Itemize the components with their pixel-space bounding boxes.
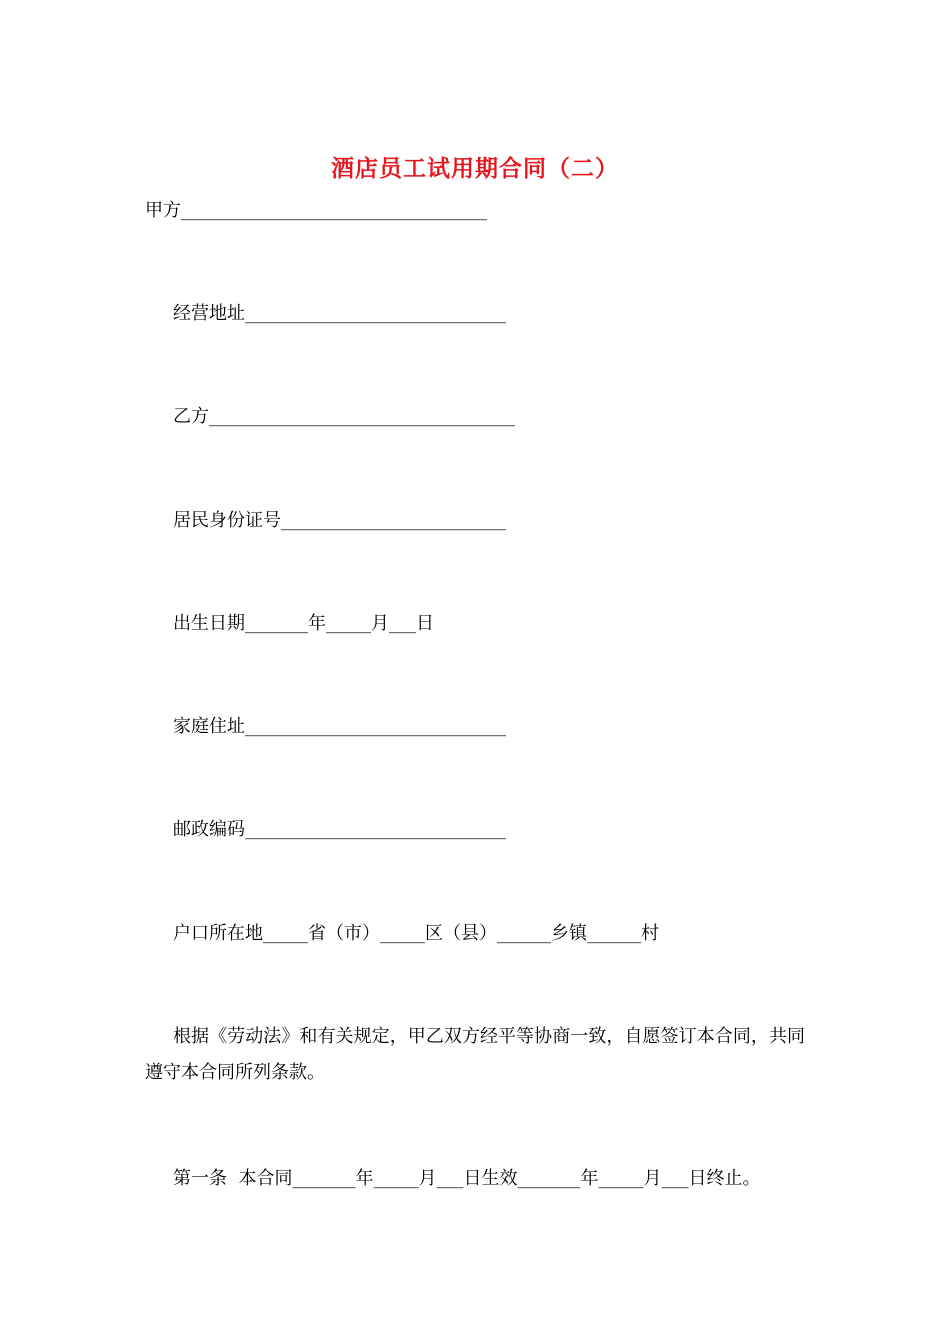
home-address-field: 家庭住址_____________________________: [173, 716, 506, 737]
preamble-paragraph: 根据《劳动法》和有关规定，甲乙双方经平等协商一致，自愿签订本合同，共同遵守本合同所列条款。: [145, 1026, 805, 1083]
birth-date-field: 出生日期_______年_____月___日: [173, 613, 434, 634]
household-registration-field: 户口所在地_____省（市）_____区（县）______乡镇______村: [173, 923, 659, 944]
business-address-field: 经营地址_____________________________: [173, 303, 506, 324]
id-number-field: 居民身份证号_________________________: [173, 510, 506, 531]
party-b-field: 乙方__________________________________: [173, 406, 515, 427]
document-title: 酒店员工试用期合同（二）: [331, 155, 619, 182]
article-1-paragraph: 第一条 本合同_______年_____月___日生效_______年_____月___日终止。: [173, 1168, 761, 1189]
postal-code-field: 邮政编码_____________________________: [173, 819, 506, 840]
party-a-field: 甲方__________________________________: [145, 200, 487, 221]
